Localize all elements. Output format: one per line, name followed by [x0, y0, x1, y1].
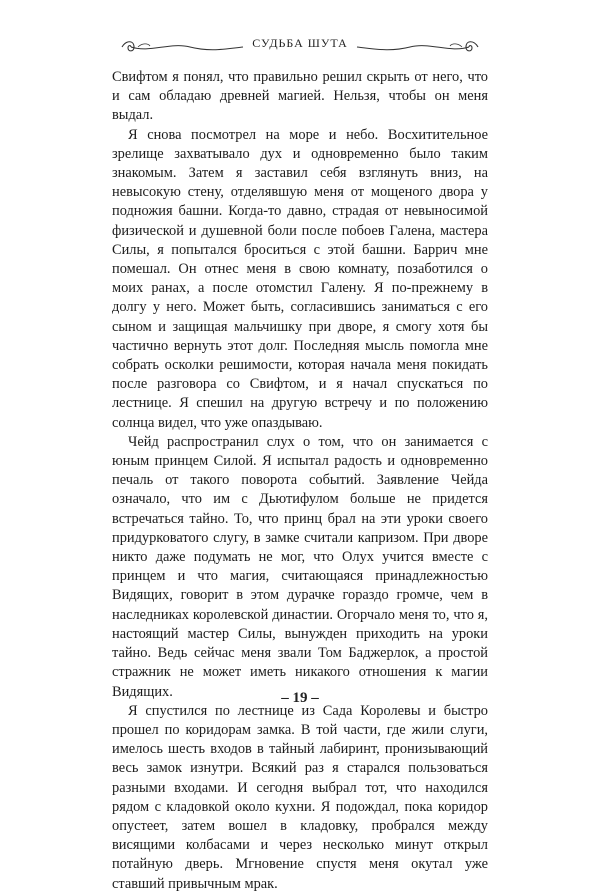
running-title: СУДЬБА ШУТА: [252, 36, 348, 50]
paragraph: Чейд распространил слух о том, что он занимается с юным принцем Силой. Я испытал радость и одновременно печаль от такого поворота событий. Заявление Чейда означало, что им с Дьютифулом больше не придется встречаться тайно. То, что принц брал на эти уроки своего придурковатого слугу, в замке считали капризом. При дворе никто даже подумать не мог, что Олух учится вместе с принцем и что магия, считающаяся принадлежностью Видящих, говорит в этом дурачке гораздо громче, чем в наследниках королевской династии. Огорчало меня то, что я, настоящий мастер Силы, вынужден приходить на уроки тайно. Ведь сейчас меня звали Том Баджерлок, а простой стражник не может иметь никакого отношения к магии Видящих.: [112, 433, 488, 700]
page-number: – 19 –: [281, 690, 319, 706]
paragraph: Свифтом я понял, что правильно решил скрыть от него, что и сам обладаю древней магией. Нельзя, чтобы он меня выдал.: [112, 69, 488, 124]
body-text: [112, 68, 488, 894]
flourish-ornament-icon: [355, 38, 480, 56]
running-header: [120, 36, 480, 60]
paragraph: Я спустился по лестнице из Сада Королевы и быстро прошел по коридорам замка. В той части, где жили слуги, имелось шесть входов в тайный лабиринт, пронизывающий весь замок изнутри. Всякий раз я старался пользоваться разными входами. И сегодня выбрал тот, что находился рядом с кладовкой около кухни. Я подождал, пока коридор опустеет, затем вошел в кладовку, пробрался между висящими колбасами и через несколько минут открыл потайную дверь. Мгновение спустя меня окутал уже ставший привычным мрак.: [112, 702, 488, 892]
paragraph: Я снова посмотрел на море и небо. Восхитительное зрелище захватывало дух и одновременно было таким знакомым. Затем я заставил себя взглянуть вниз, на невысокую стену, отделявшую меня от мощеного двора у подножия башни. Когда-то давно, страдая от невыносимой физической и душевной боли после побоев Галена, мастера Силы, я попытался броситься с этой башни. Баррич мне помешал. Он отнес меня в свою комнату, позаботился о моих ранах, а после отомстил Галену. Я по-прежнему в долгу у него. Может быть, согласившись заниматься с его сыном и защищая мальчишку при дворе, я смогу хотя бы частично вернуть этот долг. Последняя мысль помогла мне собрать осколки решимости, которая начала меня покидать после разговора со Свифтом, и я начал спускаться по лестнице. Я спешил на другую встречу и по положению солнца видел, что уже опаздываю.: [112, 126, 488, 431]
